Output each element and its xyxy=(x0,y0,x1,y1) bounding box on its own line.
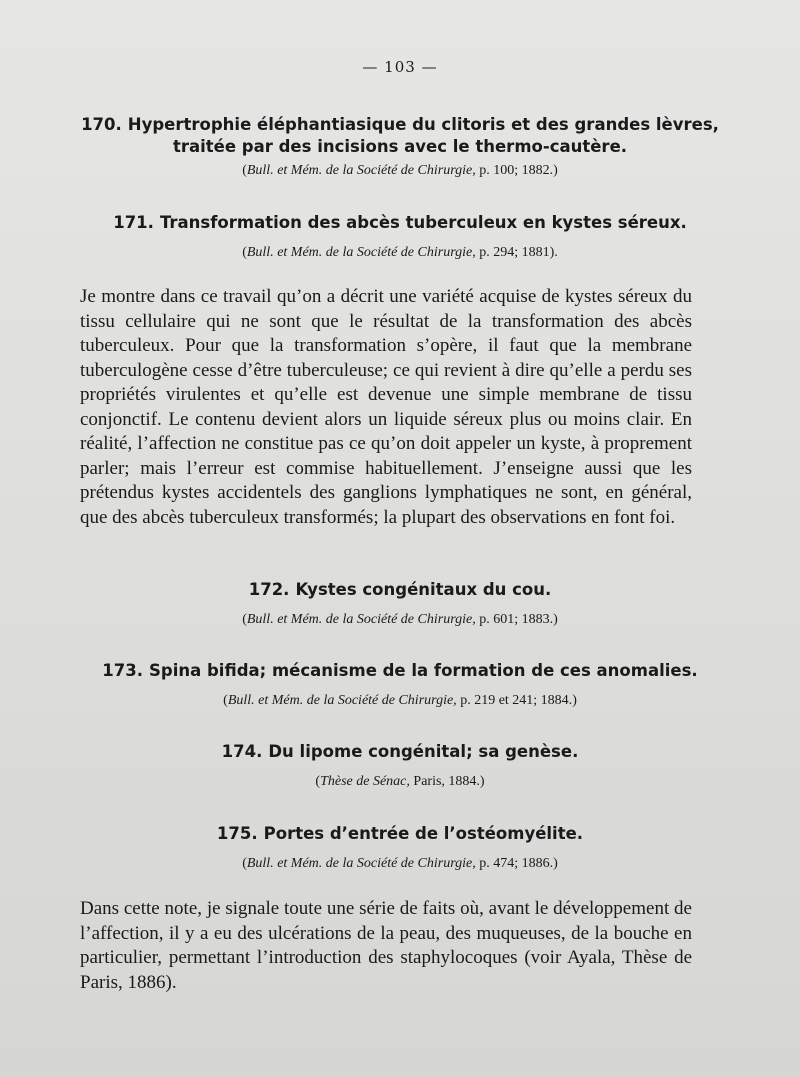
citation-details: p. 219 et 241; 1884. xyxy=(460,693,573,708)
entry-172-title xyxy=(0,579,800,601)
entry-173-title xyxy=(0,660,800,682)
page-number: — 103 — xyxy=(362,58,438,76)
citation-details: p. 601; 1883. xyxy=(479,612,554,627)
citation-details: p. 100; 1882. xyxy=(479,163,554,178)
entry-title-text: Portes d’entrée de l’ostéomyélite. xyxy=(263,824,584,843)
entry-title-text: Kystes congénitaux du cou. xyxy=(295,580,552,599)
citation-source: Bull. et Mém. de la Société de Chirurgie, xyxy=(227,693,457,708)
citation-details: Paris, 1884. xyxy=(413,774,480,789)
entry-number: 174. xyxy=(221,742,263,761)
entry-title-text: Spina bifida; mécanisme de la formation de ces anomalies. xyxy=(149,661,698,680)
entry-title-text: Du lipome congénital; sa genèse. xyxy=(268,742,579,761)
entry-title-line: traitée par des incisions avec le thermo-cautère. xyxy=(172,137,628,156)
citation-source: Bull. et Mém. de la Société de Chirurgie, xyxy=(246,245,476,260)
entry-number: 171. xyxy=(113,213,154,232)
entry-175-citation: (Bull. et Mém. de la Société de Chirurgie, p. 474; 1886.) xyxy=(242,856,558,871)
entry-number: 175. xyxy=(216,824,258,843)
entry-171-title xyxy=(0,212,800,234)
citation-source: Bull. et Mém. de la Société de Chirurgie, xyxy=(246,856,476,871)
entry-number: 173. xyxy=(102,661,144,680)
entry-number: 170. xyxy=(81,115,122,134)
entry-title-text: Transformation des abcès tuberculeux en kystes séreux. xyxy=(159,213,687,232)
entry-174-citation: (Thèse de Sénac, Paris, 1884.) xyxy=(315,774,485,789)
entry-171-body: Je montre dans ce travail qu’on a décrit une variété acquise de kystes séreux du tissu cellulaire qui ne sont que le résultat de la transformation des abcès tuberculeux. Pour que la transformation s’opère, il faut que la membrane tuberculogène cesse d’être tuberculeuse; ce qui revient à dire qu’elle a perdu ses propriétés virulentes et qu’elle est devenue une simple membrane de tissu conjonctif. Le contenu devient alors un liquide séreux plus ou moins clair. En réalité, l’affection ne constitue pas ce qu’on doit appeler un kyste, à proprement parler; mais l’erreur est commise habituellement. J’enseigne aussi que les prétendus kystes accidentels des ganglions lymphatiques ne sont, en général, que des abcès tuberculeux transformés; la plupart des observations en font foi. xyxy=(80,286,692,528)
entry-175-title xyxy=(0,823,800,845)
citation-source: Thèse de Sénac, xyxy=(320,774,410,789)
entry-173-citation: (Bull. et Mém. de la Société de Chirurgie, p. 219 et 241; 1884.) xyxy=(223,693,577,708)
entry-174-title xyxy=(0,741,800,763)
citation-details: p. 474; 1886. xyxy=(479,856,554,871)
citation-source: Bull. et Mém. de la Société de Chirurgie, xyxy=(246,612,476,627)
citation-details: p. 294; 1881). xyxy=(479,245,558,260)
entry-title-line: Hypertrophie éléphantiasique du clitoris et des grandes lèvres, xyxy=(127,115,719,134)
entry-171-citation: (Bull. et Mém. de la Société de Chirurgie, p. 294; 1881). xyxy=(242,245,558,260)
entry-175-body: Dans cette note, je signale toute une série de faits où, avant le développement de l’affection, il y a eu des ulcérations de la peau, des muqueuses, de la bouche en particulier, permettant l’introduction des staphylocoques (voir Ayala, Thèse de Paris, 1886). xyxy=(80,898,692,993)
citation-source: Bull. et Mém. de la Société de Chirurgie, xyxy=(246,163,476,178)
entry-170-title xyxy=(0,114,800,158)
entry-172-citation: (Bull. et Mém. de la Société de Chirurgie, p. 601; 1883.) xyxy=(242,612,558,627)
entry-number: 172. xyxy=(248,580,290,599)
entry-170-citation: (Bull. et Mém. de la Société de Chirurgie, p. 100; 1882.) xyxy=(242,163,558,178)
